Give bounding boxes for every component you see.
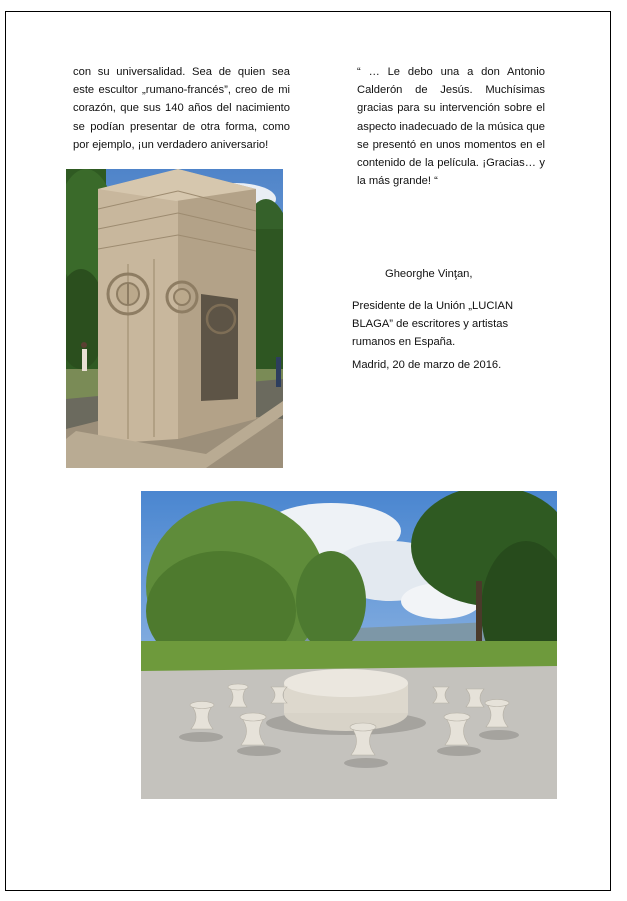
gate-of-kiss-photo bbox=[66, 169, 283, 468]
place-date: Madrid, 20 de marzo de 2016. bbox=[352, 359, 502, 371]
left-paragraph: con su universalidad. Sea de quien sea este escultor „rumano-francés”, creo de mi corazón, que sus 140 años del nacimiento se podían presentar de otra forma, como por ejemplo, ¡un verdadero aniversario! bbox=[73, 66, 290, 151]
quote-paragraph: “ … Le debo una a don Antonio Calderón de Jesús. Muchísimas gracias para su intervención sobre el aspecto inadecuado de la música que se presentó en unos momentos en el contenido de la película. ¡Gracias… y la más grande! “ bbox=[357, 66, 545, 188]
author-signature: Gheorghe Vinţan, bbox=[385, 268, 473, 280]
author-affiliation: Presidente de la Unión „LUCIAN BLAGA” de escritores y artistas rumanos en España. bbox=[352, 300, 514, 349]
table-of-silence-photo bbox=[141, 491, 557, 799]
